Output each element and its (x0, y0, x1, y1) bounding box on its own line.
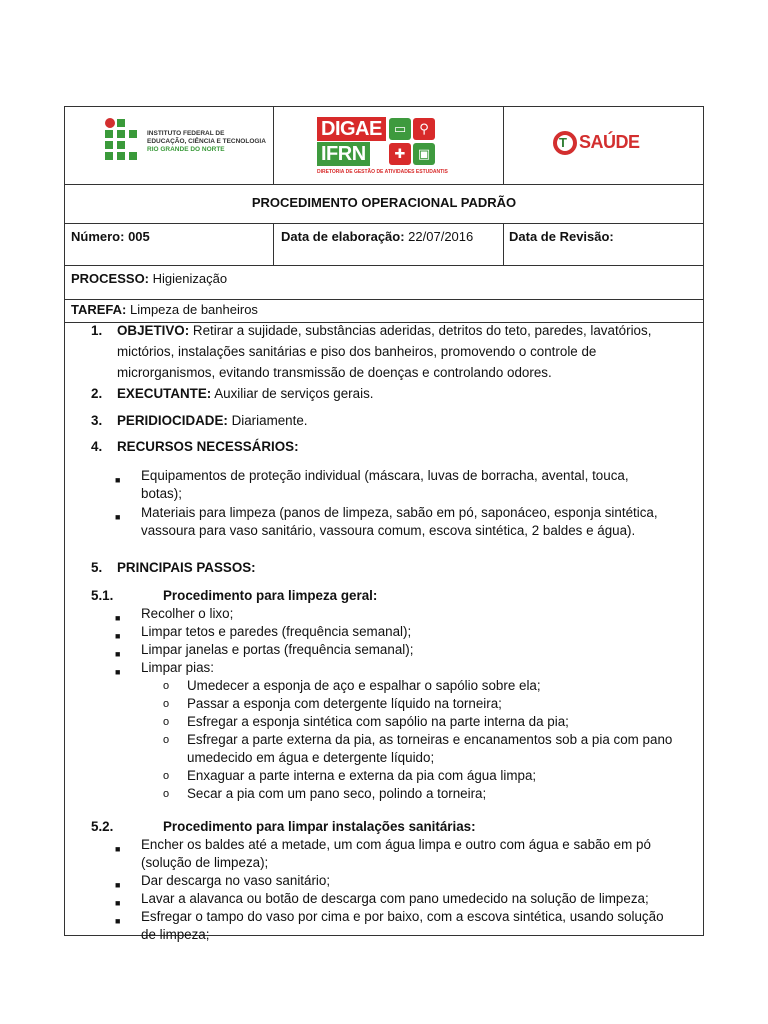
divider (273, 224, 274, 266)
p51-subitem: Enxaguar a parte interna e externa da pia com água limpa; (187, 768, 537, 783)
recursos-label: RECURSOS NECESSÁRIOS: (117, 439, 299, 454)
bullet-icon: ■ (115, 631, 121, 641)
p51-subitem: Esfregar a parte externa da pia, as torneiras e encanamentos sob a pia com pano (187, 732, 673, 747)
saude-logo (553, 129, 663, 159)
p52-item: Dar descarga no vaso sanitário; (141, 873, 331, 888)
ifrn-line1: INSTITUTO FEDERAL DE (147, 130, 225, 137)
processo-row (65, 266, 703, 300)
objetivo-text-2: mictórios, instalações sanitárias e piso dos banheiros, promovendo o controle de (117, 344, 597, 359)
objetivo-text-1: Retirar a sujidade, substâncias aderidas, detritos do teto, paredes, lavatórios, (192, 323, 652, 338)
numero-cell (71, 229, 150, 244)
revisao-label: Data de Revisão: (509, 229, 614, 244)
section-number: 2. (91, 386, 103, 401)
saude-text: SAÚDE (579, 132, 640, 152)
title-row (65, 185, 703, 224)
section-number: 5. (91, 560, 103, 575)
subsection-number: 5.2. (91, 819, 114, 834)
p51-subitem: Umedecer a esponja de aço e espalhar o sapólio sobre ela; (187, 678, 541, 693)
bullet-icon: ■ (115, 916, 121, 926)
p52-item: Esfregar o tampo do vaso por cima e por baixo, com a escova sintética, usando solução (141, 909, 664, 924)
p51-subitem: Secar a pia com um pano seco, polindo a torneira; (187, 786, 487, 801)
digae-caption: DIRETORIA DE GESTÃO DE ATIVIDADES ESTUDANTIS (317, 169, 448, 175)
bullet-icon: ■ (115, 667, 121, 677)
ifrn-line3: RIO GRANDE DO NORTE (147, 146, 225, 153)
page-title: PROCEDIMENTO OPERACIONAL PADRÃO (251, 195, 517, 210)
processo-value: Higienização (152, 271, 228, 286)
section-number: 3. (91, 413, 103, 428)
ifrn-square (105, 130, 113, 138)
tarefa-label: TAREFA: (71, 302, 127, 317)
processo-label: PROCESSO: (71, 271, 150, 286)
p52-item: Lavar a alavanca ou botão de descarga com pano umedecido na solução de limpeza; (141, 891, 649, 906)
digae-top-text: DIGAE (317, 117, 386, 141)
objetivo-line1 (117, 322, 695, 340)
bullet-icon: ■ (115, 898, 121, 908)
ifrn-line2: EDUCAÇÃO, CIÊNCIA E TECNOLOGIA (147, 138, 266, 145)
subsection-number: 5.1. (91, 588, 114, 603)
recursos-item-1-cont: botas); (141, 486, 182, 501)
meta-row (65, 224, 703, 266)
recursos-item-2: Materiais para limpeza (panos de limpeza, sabão em pó, saponáceo, esponja sintética, (141, 505, 658, 520)
digae-logo (317, 117, 467, 177)
bullet-icon: ■ (115, 475, 121, 485)
section-number: 4. (91, 439, 103, 454)
p52-item-cont: (solução de limpeza); (141, 855, 269, 870)
p52-title: Procedimento para limpar instalações sanitárias: (163, 819, 476, 834)
circle-bullet-icon: o (163, 788, 170, 800)
p51-item: Limpar pias: (141, 660, 214, 675)
p51-subitem-cont: umedecido em água e detergente líquido; (187, 750, 435, 765)
computer-icon: ▣ (413, 143, 435, 165)
bullet-icon: ■ (115, 880, 121, 890)
ifrn-logo-text (147, 130, 266, 154)
ifrn-square (117, 141, 125, 149)
executante-label: EXECUTANTE: (117, 386, 212, 401)
ifrn-square (117, 130, 125, 138)
circle-bullet-icon: o (163, 734, 170, 746)
section-number: 1. (91, 323, 103, 338)
circle-bullet-icon: o (163, 680, 170, 692)
processo-cell (71, 271, 227, 286)
executante-value: Auxiliar de serviços gerais. (214, 386, 374, 401)
ifrn-dot (105, 118, 115, 128)
tarefa-value: Limpeza de banheiros (130, 302, 258, 317)
circle-bullet-icon: o (163, 698, 170, 710)
p51-item: Limpar janelas e portas (frequência semanal); (141, 642, 414, 657)
ifrn-square (129, 152, 137, 160)
p51-subitem: Passar a esponja com detergente líquido na torneira; (187, 696, 502, 711)
health-cross-icon: ✚ (389, 143, 411, 165)
p51-item: Recolher o lixo; (141, 606, 234, 621)
tarefa-cell (71, 302, 258, 317)
numero-label: Número: (71, 229, 125, 244)
periodicidade-line (117, 412, 695, 430)
p51-subitem: Esfregar a esponja sintética com sapólio na parte interna da pia; (187, 714, 569, 729)
periodicidade-value: Diariamente. (231, 413, 308, 428)
tarefa-row (65, 300, 703, 323)
p52-item-cont: de limpeza; (141, 927, 210, 942)
divider (503, 224, 504, 266)
saude-mark: T (559, 135, 567, 150)
divider (503, 107, 504, 185)
document-frame (64, 106, 704, 942)
elaboracao-label: Data de elaboração: (281, 229, 405, 244)
ifrn-square (105, 141, 113, 149)
p51-title: Procedimento para limpeza geral: (163, 588, 378, 603)
bullet-icon: ■ (115, 613, 121, 623)
ifrn-square (105, 152, 113, 160)
ifrn-square (117, 152, 125, 160)
periodicidade-label: PERIDIOCIDADE: (117, 413, 228, 428)
ifrn-square (129, 130, 137, 138)
elaboracao-value: 22/07/2016 (408, 229, 474, 244)
recursos-item-2-cont: vassoura para vaso sanitário, vassoura comum, escova sintética, 2 baldes e água). (141, 523, 636, 538)
elaboracao-cell (281, 229, 473, 244)
numero-value: 005 (128, 229, 150, 244)
bullet-icon: ■ (115, 649, 121, 659)
executante-line (117, 385, 695, 403)
food-icon: ⚲ (413, 118, 435, 140)
objetivo-text-3: microrganismos, evitando transmissão de doenças e controlando odores. (117, 365, 552, 380)
digae-bottom-text: IFRN (317, 142, 370, 166)
ifrn-square (117, 119, 125, 127)
passos-label: PRINCIPAIS PASSOS: (117, 560, 256, 575)
divider (273, 107, 274, 185)
circle-bullet-icon: o (163, 770, 170, 782)
ifrn-logo (103, 118, 268, 168)
bus-icon: ▭ (389, 118, 411, 140)
p52-item: Encher os baldes até a metade, um com água limpa e outro com água e sabão em pó (141, 837, 651, 852)
p51-item: Limpar tetos e paredes (frequência semanal); (141, 624, 412, 639)
bullet-icon: ■ (115, 844, 121, 854)
circle-bullet-icon: o (163, 716, 170, 728)
objetivo-label: OBJETIVO: (117, 323, 190, 338)
bullet-icon: ■ (115, 512, 121, 522)
recursos-item-1: Equipamentos de proteção individual (máscara, luvas de borracha, avental, touca, (141, 468, 629, 483)
